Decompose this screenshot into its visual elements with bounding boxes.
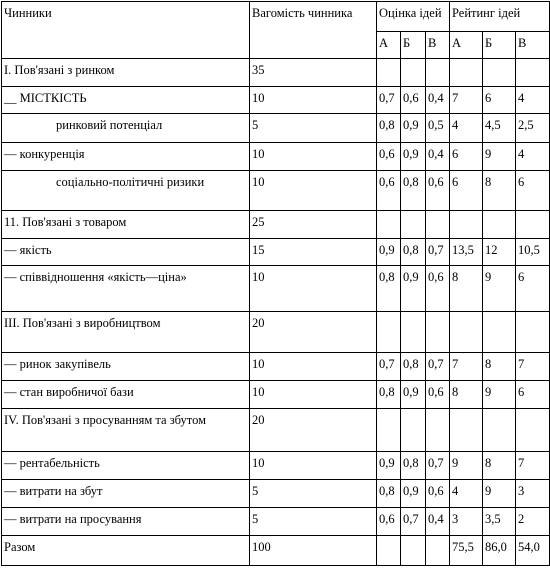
rating-a-cell: 75,5 xyxy=(450,536,483,566)
weight-cell: 10 xyxy=(250,381,377,409)
assess-a-cell: 0,7 xyxy=(377,87,401,114)
table-row xyxy=(2,353,550,381)
assess-a-cell xyxy=(377,211,401,239)
weight-cell: 10 xyxy=(250,353,377,381)
header-assess-b: Б xyxy=(401,32,426,59)
assess-a-cell xyxy=(377,59,401,87)
rating-c-cell: 54,0 xyxy=(516,536,550,566)
assess-b-cell xyxy=(401,211,426,239)
weight-cell: 15 xyxy=(250,239,377,266)
rating-a-cell: 7 xyxy=(450,353,483,381)
weight-cell: 5 xyxy=(250,508,377,536)
rating-b-cell: 8 xyxy=(483,171,516,211)
assess-c-cell xyxy=(426,59,450,87)
rating-c-cell: 4 xyxy=(516,87,550,114)
assess-c-cell: 0,7 xyxy=(426,452,450,480)
rating-c-cell xyxy=(516,59,550,87)
rating-b-cell xyxy=(483,312,516,353)
table-row xyxy=(2,266,550,312)
rating-a-cell: 3 xyxy=(450,508,483,536)
assess-c-cell xyxy=(426,312,450,353)
factor-cell: ринковий потенціал xyxy=(2,114,250,143)
rating-b-cell: 6 xyxy=(483,87,516,114)
rating-b-cell: 86,0 xyxy=(483,536,516,566)
rating-c-cell: 6 xyxy=(516,171,550,211)
header-rating-b: Б xyxy=(483,32,516,59)
rating-a-cell xyxy=(450,312,483,353)
rating-a-cell: 4 xyxy=(450,480,483,508)
table-row xyxy=(2,480,550,508)
table-row xyxy=(2,381,550,409)
assess-c-cell xyxy=(426,536,450,566)
assess-b-cell: 0,9 xyxy=(401,381,426,409)
header-weight: Вагомість чинника xyxy=(250,2,377,59)
assess-c-cell xyxy=(426,211,450,239)
rating-b-cell: 8 xyxy=(483,353,516,381)
rating-b-cell xyxy=(483,59,516,87)
table-row xyxy=(2,143,550,171)
rating-b-cell: 3,5 xyxy=(483,508,516,536)
weight-cell: 10 xyxy=(250,143,377,171)
rating-c-cell: 2 xyxy=(516,508,550,536)
assess-b-cell: 0,9 xyxy=(401,114,426,143)
factor-cell: 11. Пов'язані з товаром xyxy=(2,211,250,239)
factor-cell: — співвідношення «якість—ціна» xyxy=(2,266,250,312)
factor-cell: — витрати на збут xyxy=(2,480,250,508)
assess-a-cell: 0,6 xyxy=(377,508,401,536)
assess-a-cell: 0,6 xyxy=(377,171,401,211)
factor-cell: — рентабельність xyxy=(2,452,250,480)
assess-a-cell: 0,9 xyxy=(377,452,401,480)
rating-b-cell: 12 xyxy=(483,239,516,266)
factor-cell: — стан виробничої бази xyxy=(2,381,250,409)
assess-b-cell xyxy=(401,59,426,87)
assess-c-cell xyxy=(426,409,450,452)
header-row xyxy=(2,2,550,32)
assess-a-cell: 0,8 xyxy=(377,266,401,312)
weight-cell: 20 xyxy=(250,409,377,452)
assess-b-cell: 0,8 xyxy=(401,239,426,266)
rating-a-cell: 9 xyxy=(450,452,483,480)
assess-b-cell: 0,8 xyxy=(401,452,426,480)
rating-c-cell: 3 xyxy=(516,480,550,508)
header-assess-c: В xyxy=(426,32,450,59)
rating-c-cell: 10,5 xyxy=(516,239,550,266)
assess-b-cell: 0,8 xyxy=(401,353,426,381)
table-row xyxy=(2,59,550,87)
table-row xyxy=(2,87,550,114)
table-row xyxy=(2,312,550,353)
assess-b-cell: 0,6 xyxy=(401,87,426,114)
header-rating-a: А xyxy=(450,32,483,59)
assess-a-cell xyxy=(377,312,401,353)
assess-c-cell: 0,6 xyxy=(426,480,450,508)
assess-c-cell: 0,4 xyxy=(426,143,450,171)
assess-a-cell xyxy=(377,536,401,566)
rating-b-cell xyxy=(483,409,516,452)
assess-a-cell: 0,9 xyxy=(377,239,401,266)
assess-c-cell: 0,6 xyxy=(426,381,450,409)
rating-b-cell: 9 xyxy=(483,266,516,312)
weight-cell: 100 xyxy=(250,536,377,566)
rating-a-cell: 6 xyxy=(450,171,483,211)
assess-c-cell: 0,6 xyxy=(426,171,450,211)
factor-cell: — конкуренція xyxy=(2,143,250,171)
factor-cell: — ринок закупівель xyxy=(2,353,250,381)
rating-c-cell xyxy=(516,409,550,452)
header-assess-a: А xyxy=(377,32,401,59)
assess-c-cell: 0,7 xyxy=(426,353,450,381)
rating-c-cell: 4 xyxy=(516,143,550,171)
factor-cell: І. Пов'язані з ринком xyxy=(2,59,250,87)
weight-cell: 10 xyxy=(250,171,377,211)
assess-b-cell: 0,9 xyxy=(401,480,426,508)
rating-a-cell: 4 xyxy=(450,114,483,143)
rating-a-cell: 7 xyxy=(450,87,483,114)
factor-cell: соціально-політичні ризики xyxy=(2,171,250,211)
assess-b-cell xyxy=(401,409,426,452)
rating-b-cell xyxy=(483,211,516,239)
weight-cell: 10 xyxy=(250,87,377,114)
assess-c-cell: 0,4 xyxy=(426,508,450,536)
table-row xyxy=(2,211,550,239)
rating-b-cell: 9 xyxy=(483,381,516,409)
assess-b-cell: 0,9 xyxy=(401,266,426,312)
assess-b-cell: 0,8 xyxy=(401,171,426,211)
rating-c-cell xyxy=(516,211,550,239)
rating-a-cell: 8 xyxy=(450,381,483,409)
rating-b-cell: 9 xyxy=(483,480,516,508)
weight-cell: 10 xyxy=(250,452,377,480)
rating-c-cell: 6 xyxy=(516,381,550,409)
rating-a-cell xyxy=(450,211,483,239)
factor-cell: __ МІСТКІСТЬ xyxy=(2,87,250,114)
assess-b-cell xyxy=(401,312,426,353)
assess-c-cell: 0,7 xyxy=(426,239,450,266)
rating-c-cell: 6 xyxy=(516,266,550,312)
rating-c-cell: 2,5 xyxy=(516,114,550,143)
header-assessment: Оцінка ідей xyxy=(377,2,450,32)
rating-a-cell: 8 xyxy=(450,266,483,312)
weight-cell: 20 xyxy=(250,312,377,353)
assess-c-cell: 0,5 xyxy=(426,114,450,143)
factor-cell: — витрати на просування xyxy=(2,508,250,536)
assess-a-cell: 0,7 xyxy=(377,353,401,381)
assess-a-cell: 0,8 xyxy=(377,114,401,143)
assess-c-cell: 0,6 xyxy=(426,266,450,312)
table-row xyxy=(2,114,550,143)
rating-a-cell xyxy=(450,59,483,87)
rating-b-cell: 4,5 xyxy=(483,114,516,143)
rating-c-cell: 7 xyxy=(516,353,550,381)
assess-c-cell: 0,4 xyxy=(426,87,450,114)
assess-b-cell xyxy=(401,536,426,566)
table-row xyxy=(2,239,550,266)
table-row xyxy=(2,452,550,480)
table-row xyxy=(2,508,550,536)
header-rating-c: В xyxy=(516,32,550,59)
factor-cell: — якість xyxy=(2,239,250,266)
factor-cell: IV. Пов'язані з просуванням та збутом xyxy=(2,409,250,452)
weight-cell: 35 xyxy=(250,59,377,87)
assess-a-cell: 0,6 xyxy=(377,143,401,171)
weight-cell: 5 xyxy=(250,114,377,143)
weight-cell: 5 xyxy=(250,480,377,508)
assess-a-cell: 0,8 xyxy=(377,381,401,409)
rating-a-cell: 13,5 xyxy=(450,239,483,266)
table-row xyxy=(2,171,550,211)
idea-rating-table xyxy=(1,1,550,566)
weight-cell: 10 xyxy=(250,266,377,312)
factor-cell: III. Пов'язані з виробництвом xyxy=(2,312,250,353)
table-row xyxy=(2,409,550,452)
assess-b-cell: 0,7 xyxy=(401,508,426,536)
assess-a-cell xyxy=(377,409,401,452)
rating-a-cell: 6 xyxy=(450,143,483,171)
factor-cell: Разом xyxy=(2,536,250,566)
assess-a-cell: 0,8 xyxy=(377,480,401,508)
rating-b-cell: 8 xyxy=(483,452,516,480)
header-factors: Чинники xyxy=(2,2,250,59)
rating-c-cell xyxy=(516,312,550,353)
weight-cell: 25 xyxy=(250,211,377,239)
rating-c-cell: 7 xyxy=(516,452,550,480)
total-row xyxy=(2,536,550,566)
rating-a-cell xyxy=(450,409,483,452)
header-rating: Рейтинг ідей xyxy=(450,2,550,32)
rating-b-cell: 9 xyxy=(483,143,516,171)
assess-b-cell: 0,9 xyxy=(401,143,426,171)
